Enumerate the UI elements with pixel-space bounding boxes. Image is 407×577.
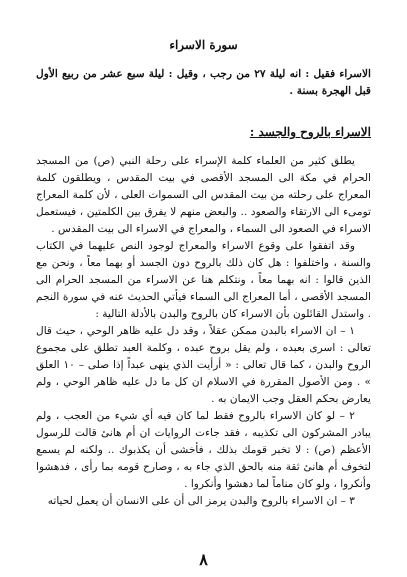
body-paragraph-2: وقد اتفقوا على وقوع الاسراء والمعراج لوجود النص عليهما في الكتاب والسنة ، واختلفوا : هل كان ذلك بالروح دون الجسد أو بهما معاً ، ونحن مع الذين قالوا : انه بهما معاً ، ونتكلم هنا عن الاسراء من المسجد الحرام الى المسجد الأقصى ، أما المعراج الى السماء فيأتي الحديث عنه في سورة النجم . واستدل القائلون بأن الاسراء كان بالروح والبدن بالأدلة التالية : [36,240,371,320]
running-header: سورة الاسراء [169,38,238,52]
intro-text: الاسراء فقيل : انه ليلة ٢٧ من رجب ، وقيل : ليلة سبع عشر من ربيع الأول قبل الهجرة بسنة . [36,68,371,97]
section-heading: الاسراء بالروح والجسد : [249,125,371,139]
body-paragraph-3: ١ – ان الاسراء بالبدن ممكن عقلاً ، وقد دل عليه ظاهر الوحي ، حيث قال تعالى : اسرى بعبده ، ولم يقل بروح عبده ، وكلمة العبد تطلق على مجموع الروح والبدن ، كما قال تعالى : « أرأيت الذي ينهى عبداً إذا صلى – ١٠ العلق » . ومن الأصول المقررة في الاسلام ان كل ما دل عليه ظاهر الوحي ، ولم يعارض بحكم العقل وجب الايمان به . [36,325,371,405]
page-number: ٨ [199,550,208,569]
intro-paragraph [36,66,371,100]
body-paragraph-1: يطلق كثير من العلماء كلمة الإسراء على رحلة النبي (ص) من المسجد الحرام في مكة الى المسجد الأقصى في بيت المقدس ، ويطلقون كلمة المعراج على رحلته من بيت المقدس الى السموات العلى ، لأن كلمة المعراج تومىء الى الارتقاء والصعود .. والبعض منهم لا يفرق بين الكلمتين ، فيستعمل الاسراء في الصعود الى السماء ، والمعراج في الاسراء الى بيت المقدس . [36,155,371,235]
body-paragraph-5: ٣ – ان الاسراء بالروح والبدن يرمز الى أن على الانسان أن يعمل لحياته [47,495,355,507]
section-body [36,153,371,510]
body-paragraph-4: ٢ – لو كان الاسراء بالروح فقط لما كان فيه أي شيء من العجب ، ولم يبادر المشركون الى تكذيبه ، فقد جاءت الروايات ان أم هانئ قالت للرسول الأعظم (ص) : لا تخبر قومك بذلك ، فأخشى أن يكذبوك .. ولكنه لم يسمع لتخوف أم هانئ ثقة منه بالحق الذي جاء به ، وصارح قومه بما رأى ، فدهشوا وأنكروا ، ولو كان مناماً لما دهشوا وأنكروا . [36,410,371,490]
